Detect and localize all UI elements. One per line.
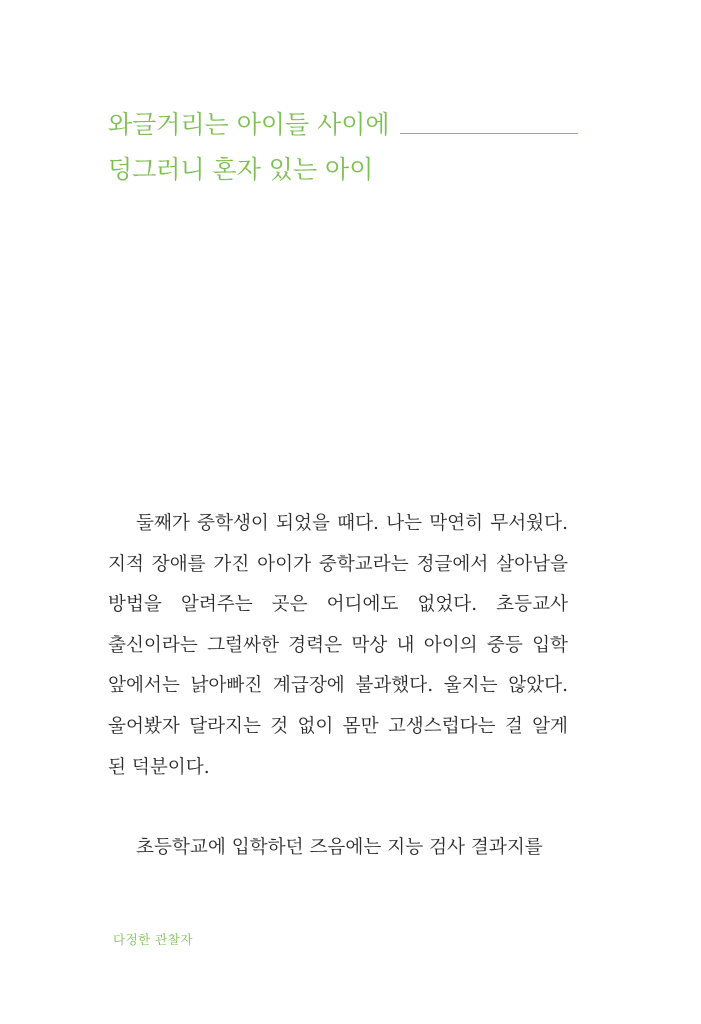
chapter-title-text-2: 덩그러니 혼자 있는 아이 (108, 155, 374, 184)
body-paragraph-1: 둘째가 중학생이 되었을 때다. 나는 막연히 무서웠다. 지적 장애를 가진 아이가 중학교라는 정글에서 살아남을 방법을 알려주는 곳은 어디에도 없었다. 초등교사 출신이라는 그럴싸한 경력은 막상 내 아이의 중등 입학 앞에서는 낡아빠진 계급장에 불과했다. 울지는 않았다. 울어봤자 달라지는 것 없이 몸만 고생스럽다는 걸 알게 된 덕분이다. (108, 513, 568, 778)
footer-book-title: 다정한 관찰자 (113, 932, 193, 947)
chapter-title-line-2 (108, 147, 578, 192)
body-paragraph-2: 초등학교에 입학하던 즈음에는 지능 검사 결과지를 (136, 837, 543, 859)
title-rule-divider (400, 133, 578, 134)
chapter-title-line-1 (108, 102, 578, 147)
chapter-title-text-1: 와글거리는 아이들 사이에 (108, 110, 390, 139)
body-text (108, 504, 568, 869)
chapter-title (108, 102, 578, 192)
